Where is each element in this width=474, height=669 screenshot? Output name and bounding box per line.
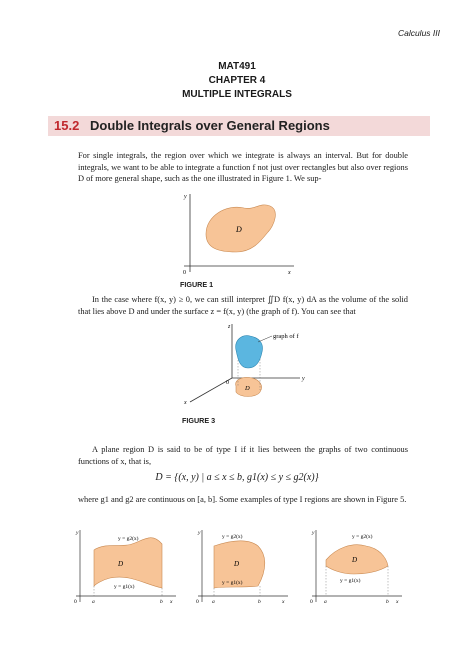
figure-3-caption: FIGURE 3	[182, 416, 216, 425]
top-curve-label: y = g2(x)	[352, 534, 373, 540]
region-label: D	[234, 560, 240, 568]
section-title: Double Integrals over General Regions	[90, 118, 330, 133]
surface-graph-of-f	[236, 336, 263, 368]
bottom-curve-label: y = g1(x)	[222, 580, 243, 586]
figure-5-panel-1	[70, 526, 180, 608]
x-axis-label: x	[288, 270, 291, 274]
origin-label: 0	[183, 270, 186, 274]
figure-5-panel-2	[192, 526, 292, 608]
figure-1-caption: FIGURE 1	[180, 280, 214, 289]
y-axis-label: y	[198, 530, 201, 536]
title-block	[0, 60, 474, 102]
top-curve-label: y = g2(x)	[118, 536, 139, 542]
origin-label: 0	[196, 599, 199, 605]
top-curve-label: y = g2(x)	[222, 534, 243, 540]
origin-label: 0	[226, 380, 229, 386]
y-axis-label: y	[76, 530, 79, 536]
region-label: D	[245, 385, 250, 392]
y-axis-label: y	[312, 530, 315, 536]
x-axis-label: x	[184, 400, 187, 406]
x-axis-label: x	[396, 599, 399, 605]
type-i-equation: D = {(x, y) | a ≤ x ≤ b, g1(x) ≤ y ≤ g2(x)}	[155, 472, 319, 483]
x-axis-label: x	[282, 599, 285, 605]
bottom-curve-label: y = g1(x)	[114, 584, 135, 590]
a-label: a	[324, 599, 327, 605]
origin-label: 0	[310, 599, 313, 605]
z-axis-label: z	[228, 324, 231, 330]
paragraph-examples: where g1 and g2 are continuous on [a, b]. Some examples of type I regions are shown in Figure 5.	[78, 495, 407, 504]
figure-3	[168, 320, 318, 408]
b-label: b	[160, 599, 163, 605]
page-header-tag: Calculus III	[397, 28, 440, 38]
paragraph-type-i: A plane region D is said to be of type I if it lies between the graphs of two continuous functions of x, that is,	[78, 445, 408, 466]
graph-label: graph of f	[273, 333, 299, 340]
a-label: a	[212, 599, 215, 605]
origin-label: 0	[74, 599, 77, 605]
region-label: D	[352, 556, 358, 564]
paragraph-intro: For single integrals, the region over which we integrate is always an interval. But for double integrals, we want to be able to integrate a function f not just over rectangles but also over regions D of more general shape, such as the one illustrated in Figure 1. We sup-	[78, 151, 408, 184]
figure-1	[170, 190, 300, 274]
b-label: b	[386, 599, 389, 605]
y-axis-label: y	[184, 194, 187, 200]
y-axis-label: y	[302, 376, 305, 382]
b-label: b	[258, 599, 261, 605]
figure-5-panel-3	[306, 526, 406, 608]
paragraph-volume: In the case where f(x, y) ≥ 0, we can still interpret ∬D f(x, y) dA as the volume of the solid that lies above D and under the surface z = f(x, y) (the graph of f). You can see that	[78, 295, 408, 316]
chapter-topic: MULTIPLE INTEGRALS	[182, 89, 292, 100]
a-label: a	[92, 599, 95, 605]
region-d	[94, 538, 162, 588]
course-code: MAT491	[218, 61, 256, 72]
section-number: 15.2	[54, 118, 80, 133]
x-axis-label: x	[170, 599, 173, 605]
region-label: D	[118, 560, 124, 568]
chapter-label: CHAPTER 4	[208, 75, 266, 86]
bottom-curve-label: y = g1(x)	[340, 578, 361, 584]
region-label: D	[236, 225, 242, 234]
